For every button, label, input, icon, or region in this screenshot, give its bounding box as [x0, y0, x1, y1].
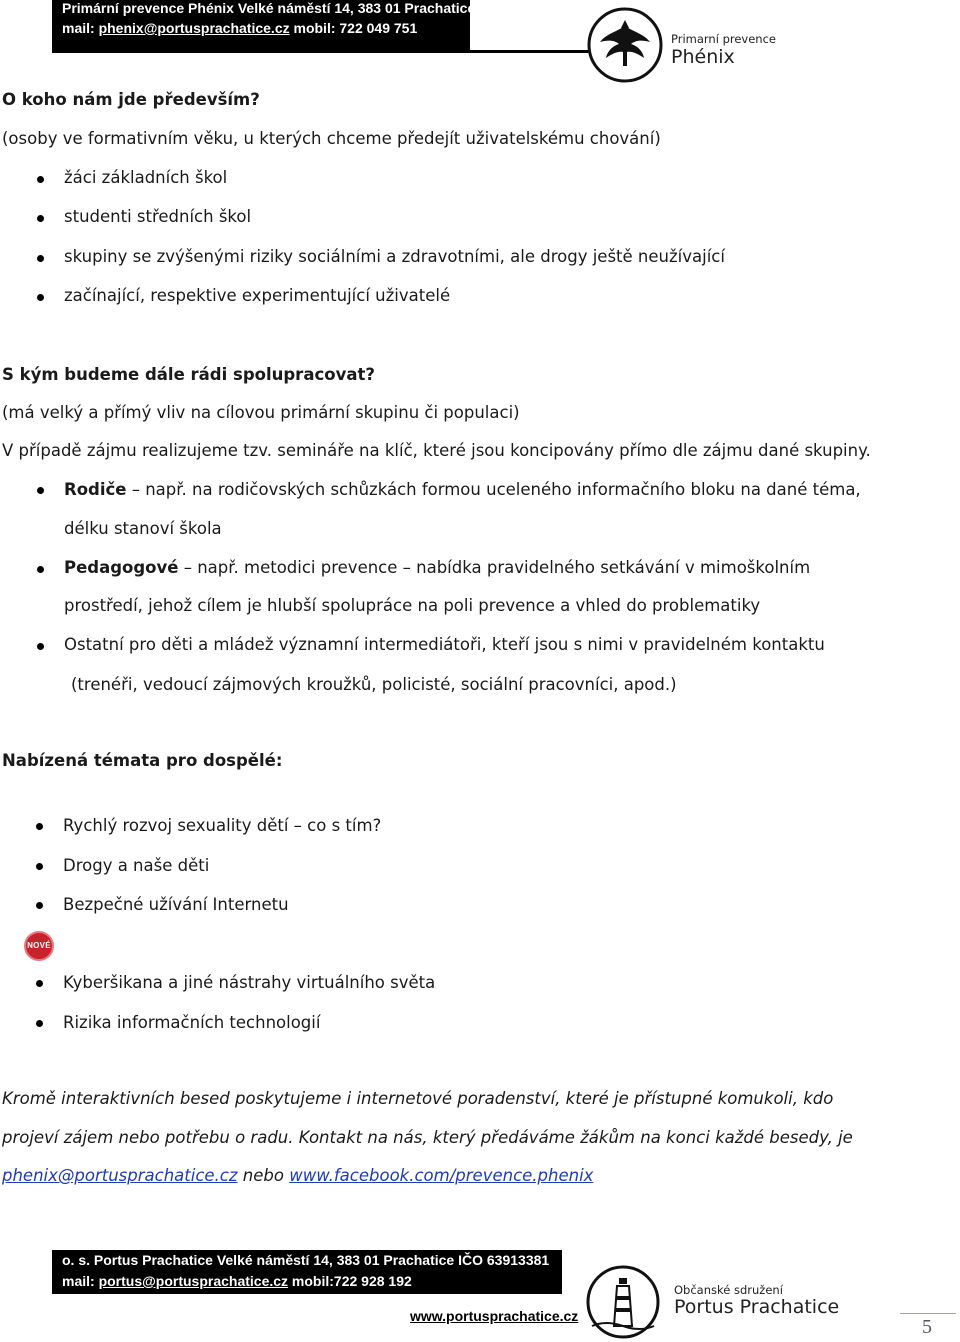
bullet: [37, 487, 44, 494]
bullet: [36, 980, 43, 987]
section3-heading: Nabízená témata pro dospělé:: [2, 751, 283, 770]
bullet: [37, 215, 44, 222]
bullet: [37, 176, 44, 183]
facebook-link[interactable]: www.facebook.com/prevence.phenix: [289, 1166, 594, 1185]
list-item-rodice: [64, 480, 861, 499]
section1-intro: (osoby ve formativním věku, u kterých chceme předejít uživatelskému chování): [2, 129, 661, 148]
bullet: [37, 566, 44, 573]
bullet: [36, 863, 43, 870]
footer-web-link[interactable]: www.portusprachatice.cz: [410, 1308, 579, 1324]
header-mobile: mobil: 722 049 751: [289, 20, 418, 36]
footer-brand-subtitle: Občanské sdružení: [674, 1283, 783, 1297]
section2-note: V případě zájmu realizujeme tzv. semináře na klíč, které jsou koncipovány přímo dle zájmu dané skupiny.: [2, 441, 871, 460]
header-brand-subtitle: Primarní prevence: [671, 32, 776, 46]
portus-logo-icon: [584, 1264, 662, 1340]
closing-contacts: [2, 1166, 593, 1185]
list-item: Bezpečné užívání Internetu: [63, 895, 289, 914]
closing-connector: nebo: [237, 1166, 290, 1185]
closing-line2: projeví zájem nebo potřebu o radu. Kontakt na nás, který předáváme žákům na konci každé besedy, je: [2, 1128, 853, 1147]
list-item: začínající, respektive experimentující uživatelé: [64, 286, 451, 305]
list-item-continuation: délku stanoví škola: [64, 519, 222, 538]
header-mail-label: mail:: [62, 20, 99, 36]
list-item-label: Rodiče: [64, 480, 127, 499]
list-item-text: – např. metodici prevence – nabídka pravidelného setkávání v mimoškolním: [178, 558, 811, 577]
list-item: Rizika informačních technologií: [63, 1013, 321, 1032]
footer-brand-title: Portus Prachatice: [674, 1296, 840, 1318]
section1-heading: O koho nám jde především?: [2, 90, 260, 109]
bullet: [36, 1020, 43, 1027]
footer-mail-link[interactable]: portus@portusprachatice.cz: [98, 1273, 289, 1289]
phenix-logo-icon: [586, 6, 664, 84]
bullet: [36, 902, 43, 909]
email-link[interactable]: phenix@portusprachatice.cz: [2, 1166, 238, 1185]
bullet: [37, 255, 44, 262]
header-brand-title: Phénix: [671, 46, 735, 68]
list-item: Kyberšikana a jiné nástrahy virtuálního světa: [63, 973, 436, 992]
list-item-continuation: prostředí, jehož cílem je hlubší spolupráce na poli prevence a vhled do problematiky: [64, 596, 761, 615]
footer-contact: [62, 1273, 412, 1289]
footer-address: o. s. Portus Prachatice Velké náměstí 14, 383 01 Prachatice IČO 63913381: [62, 1252, 550, 1268]
header-rule: [52, 50, 592, 53]
list-item-pedagogove: [64, 558, 810, 577]
list-item: žáci základních škol: [64, 168, 228, 187]
new-badge-icon: NOVÉ: [24, 931, 54, 961]
list-item-ostatni: Ostatní pro děti a mládež významní intermediátoři, kteří jsou s nimi v pravidelném kontaktu: [64, 635, 825, 654]
list-item-label: Pedagogové: [64, 558, 179, 577]
bullet: [37, 643, 44, 650]
list-item: Drogy a naše děti: [63, 856, 210, 875]
footer-mail-label: mail:: [62, 1273, 99, 1289]
list-item: Rychlý rozvoj sexuality dětí – co s tím?: [63, 816, 382, 835]
page-number: 5: [922, 1316, 932, 1338]
section2-intro: (má velký a přímý vliv na cílovou primární skupinu či populaci): [2, 403, 520, 422]
header-contact: [62, 20, 417, 36]
list-item: studenti středních škol: [64, 207, 252, 226]
closing-line1: Kromě interaktivních besed poskytujeme i internetové poradenství, které je přístupné komukoli, kdo: [2, 1089, 834, 1108]
page-number-rule: [900, 1313, 956, 1314]
header-mail-link[interactable]: phenix@portusprachatice.cz: [98, 20, 290, 36]
bullet: [37, 294, 44, 301]
bullet: [36, 823, 43, 830]
list-item-continuation: (trenéři, vedoucí zájmových kroužků, policisté, sociální pracovníci, apod.): [71, 675, 677, 694]
header-address: Primární prevence Phénix Velké náměstí 14, 383 01 Prachatice: [62, 0, 476, 16]
section2-heading: S kým budeme dále rádi spolupracovat?: [2, 365, 375, 384]
list-item: skupiny se zvýšenými riziky sociálními a zdravotními, ale drogy ještě neužívající: [64, 247, 725, 266]
footer-mobile: mobil:722 928 192: [288, 1273, 412, 1289]
list-item-text: – např. na rodičovských schůzkách formou uceleného informačního bloku na dané téma,: [126, 480, 861, 499]
